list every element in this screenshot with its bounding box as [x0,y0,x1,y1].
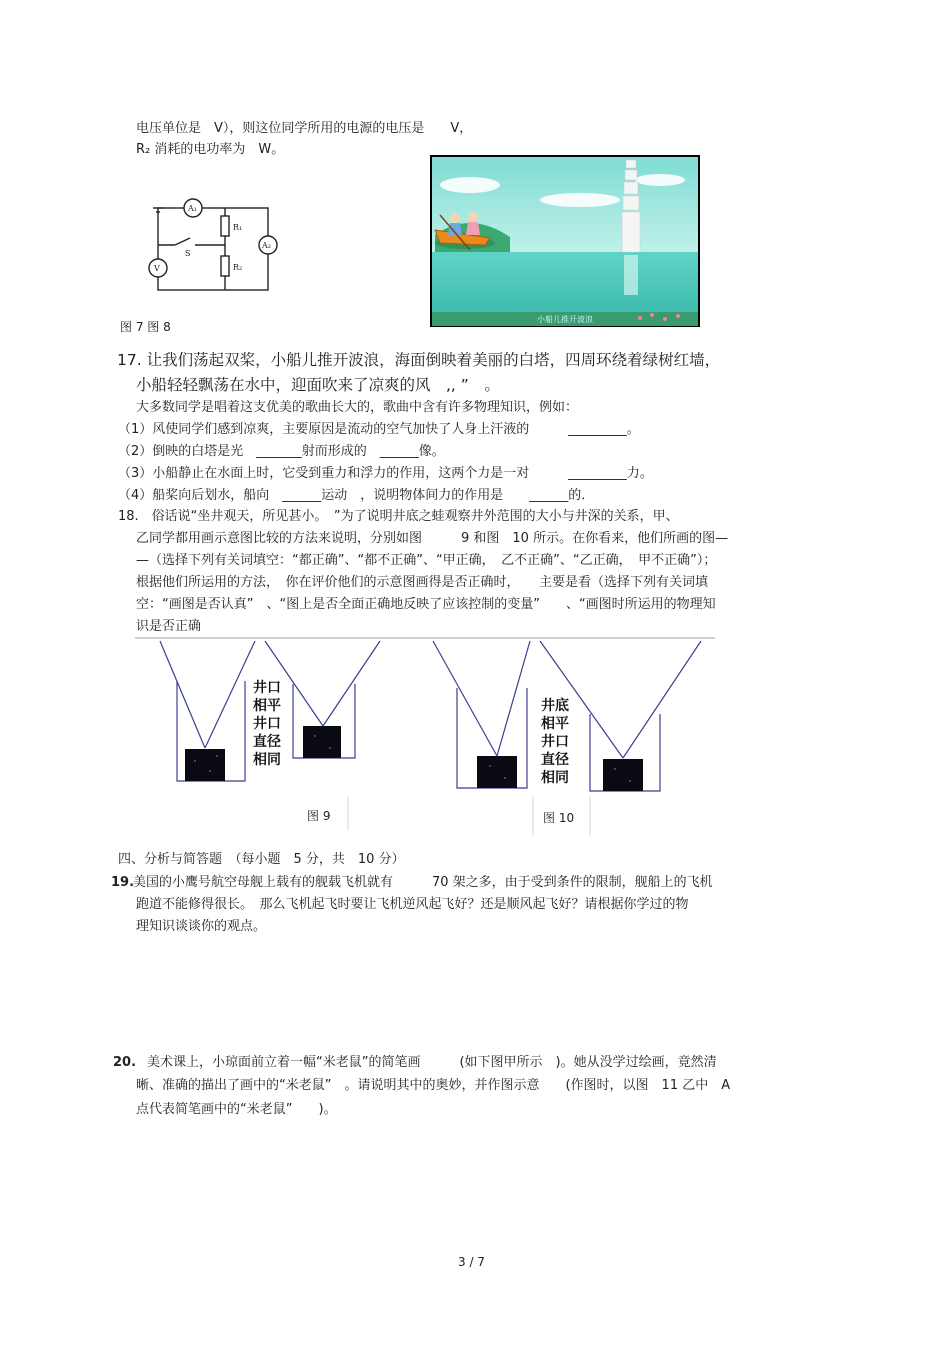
q20-number: 20. [113,1055,137,1070]
q18-line4: 根据他们所运用的方法， 你在评价他们的示意图画得是否正确时， 主要是看（选择下列有关词填 [136,575,709,590]
q20-line2: 晰、准确的描出了画中的“米老鼠” 。请说明其中的奥妙，并作图示意 (作图时，以图 11 乙中 A [136,1078,731,1093]
figure-7-8-caption: 图 7 图 8 [120,320,171,334]
voltmeter-label: V [154,264,160,273]
q17-line2: 小船轻轻飘荡在水中，迎面吹来了凉爽的风 ,, ” 。 [136,376,500,394]
q19-line1: 美国的小鹰号航空母舰上载有的舰载飞机就有 70 架之多，由于受到条件的限制，舰船上的飞机 [133,875,713,890]
q19-number: 19. [111,875,135,890]
well-figures [135,636,715,841]
q16-text-line1: 电压单位是 V），则这位同学所用的电源的电压是 V， [136,121,473,136]
q17-sub4: （4）船桨向后划水，船向 ______运动 ，说明物体间力的作用是 ______的． [118,488,595,503]
fig10-label-3: 井口 [541,734,569,750]
fig10-label-2: 相平 [541,716,569,732]
q19-line3: 理知识谈谈你的观点。 [136,919,267,934]
fig9-label-5: 相同 [253,752,281,768]
boat-scene-caption: 小船儿推开波浪 [537,315,593,324]
q17-sub1: （1）风使同学们感到凉爽，主要原因是流动的空气加快了人身上汗液的 _________。 [118,422,640,437]
ammeter-a2-label: A₂ [262,241,271,250]
fig9-label-1: 井口 [253,680,281,696]
section4-title: 四、分析与简答题 （每小题 5 分，共 10 分） [118,852,405,867]
fig10-label-1: 井底 [541,698,569,714]
fig9-label-4: 直径 [253,734,281,750]
q17-intro: 大多数同学是唱着这支优美的歌曲长大的，歌曲中含有许多物理知识，例如： [136,400,579,415]
q18-line5: 空：“画图是否认真” 、“图上是否全面正确地反映了应该控制的变量” 、“画图时所运用的物理知 [136,597,716,612]
figure-9-caption: 图 9 [307,809,331,823]
page-number: 3 / 7 [458,1255,485,1269]
q16-text-line2: R₂ 消耗的电功率为 W。 [136,142,285,157]
q18-line6: 识是否正确 [136,619,202,634]
resistor-r1-label: R₁ [233,223,243,232]
q18-line2: 乙同学都用画示意图比较的方法来说明，分别如图 9 和图 10 所示。在你看来，他们所画的图— [136,531,729,546]
fig10-label-4: 直径 [541,752,569,768]
fig9-label-3: 井口 [253,716,281,732]
fig9-label-2: 相平 [253,698,281,714]
q17-sub2: （2）倒映的白塔是光 _______射而形成的 ______像。 [118,444,445,459]
q19-line2: 跑道不能修得很长。 那么飞机起飞时要让飞机逆风起飞好？还是顺风起飞好？请根据你学过的物 [136,897,689,912]
q17-sub3: （3）小船静止在水面上时，它受到重力和浮力的作用，这两个力是一对 _________力。 [118,466,653,481]
q17-line1: 17. 让我们荡起双桨，小船儿推开波浪，海面倒映着美丽的白塔，四周环绕着绿树红墙， [117,351,721,369]
resistor-r2-label: R₂ [233,263,243,272]
q20-line3: 点代表简笔画中的“米老鼠” )。 [136,1102,337,1117]
figure-10-caption: 图 10 [543,811,575,825]
q20-line1: 美术课上，小琼面前立着一幅“米老鼠”的简笔画 (如下图甲所示 )。她从没学过绘画，竟然清 [147,1055,717,1070]
boat-scene-image [430,155,700,327]
q18-line1: 18. 俗话说“坐井观天，所见甚小。 ”为了说明井底之蛙观察井外范围的大小与井深的关系，甲、 [118,509,679,524]
q18-line3: —（选择下列有关词填空：“都正确”、“都不正确”、“甲正确， 乙不正确”、“乙正确， 甲不正确”）； [136,553,717,568]
circuit-diagram [145,190,280,300]
ammeter-a1-label: A₁ [188,204,197,213]
switch-label: S [185,249,191,258]
fig10-label-5: 相同 [541,770,569,786]
